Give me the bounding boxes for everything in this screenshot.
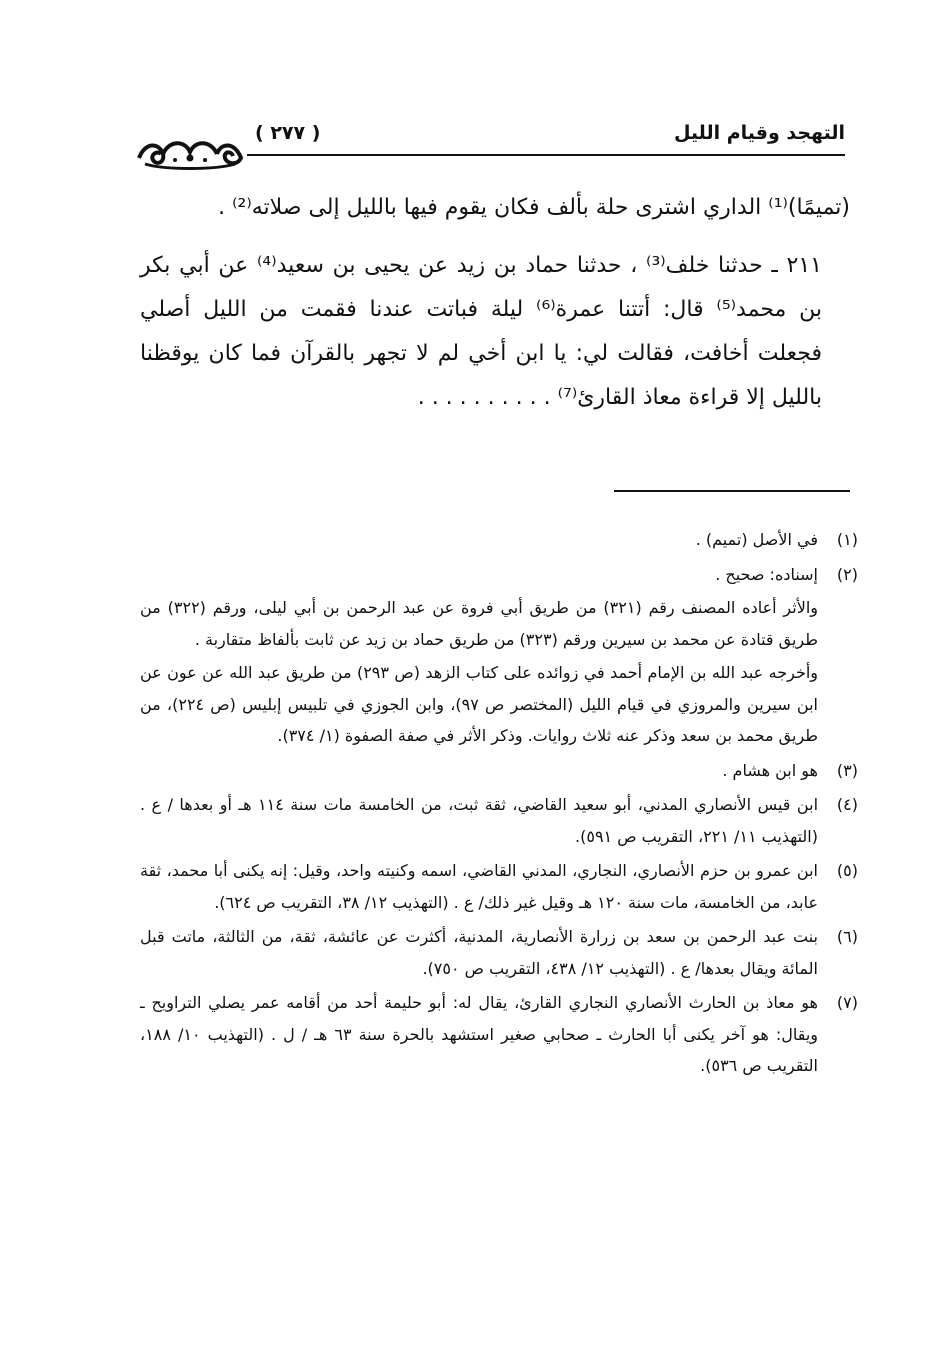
footnote-number: (٤) bbox=[836, 795, 858, 814]
footnote bbox=[140, 559, 858, 752]
main-text bbox=[140, 186, 850, 420]
footnote-text: بنت عبد الرحمن بن سعد بن زرارة الأنصارية، المدنية، أكثرت عن عائشة، ثقة، من الثالثة، ماتت قبل المائة ويقال بعدها/ ع . (التهذيب ١٢/ ٤٣٨، التقريب ص ٧٥٠). bbox=[140, 927, 818, 978]
footnote-number: (٥) bbox=[836, 861, 858, 880]
footnote-body bbox=[140, 987, 818, 1082]
running-title: التهجد وقيام الليل bbox=[673, 122, 845, 144]
decorative-ornament-icon bbox=[135, 132, 245, 172]
page-number: ( ٢٧٧ ) bbox=[255, 122, 321, 144]
footnote-body bbox=[140, 921, 818, 984]
footnote bbox=[140, 987, 858, 1082]
footnote-text: هو معاذ بن الحارث الأنصاري النجاري القارئ، يقال له: أبو حليمة أحد من أقامه عمر يصلي التراويح ـ ويقال: هو آخر يكنى أبا الحارث ـ صحابي صغير استشهد بالحرة سنة ٦٣ هـ / ل . (التهذيب ١٠/ ١٨٨، التقريب ص ٥٣٦). bbox=[140, 993, 819, 1075]
footnote bbox=[140, 755, 858, 787]
footnotes bbox=[140, 524, 858, 1082]
footnote bbox=[140, 855, 858, 918]
footnote bbox=[140, 789, 858, 852]
footnote-text: وأخرجه عبد الله بن الإمام أحمد في زوائده على كتاب الزهد (ص ٢٩٣) من طريق عبد الله عن عون عن ابن سيرين والمروزي في قيام الليل (المختصر ص ٩٧)، وابن الجوزي في تلبيس إبليس (ص ٢٢٤)، من طريق محمد بن سعد وذكر عنه ثلاث روايات. وذكر الأثر في صفة الصفوة (١/ ٣٧٤). bbox=[140, 663, 819, 745]
footnote-number: (٧) bbox=[836, 993, 858, 1012]
footnote-body bbox=[140, 524, 818, 556]
footnote-body bbox=[140, 855, 818, 918]
page-header bbox=[135, 120, 845, 180]
main-paragraph: ٢١١ ـ حدثنا خلف⁽³⁾ ، حدثنا حماد بن زيد عن يحيى بن سعيد⁽⁴⁾ عن أبي بكر بن محمد⁽⁵⁾ قال: أتتنا عمرة⁽⁶⁾ ليلة فباتت عندنا فقمت من الليل أصلي فجعلت أخافت، فقالت لي: يا ابن أخي لم لا تجهر بالقرآن فما كان يوقظنا بالليل إلا قراءة معاذ القارئ⁽⁷⁾ . . . . . . . . . . bbox=[140, 253, 822, 410]
footnote-text: هو ابن هشام . bbox=[722, 760, 818, 780]
header-rule bbox=[247, 154, 845, 156]
main-paragraph: (تميمًا)⁽¹⁾ الداري اشترى حلة بألف فكان يقوم فيها بالليل إلى صلاته⁽²⁾ . bbox=[218, 195, 850, 220]
footnote-body bbox=[140, 755, 818, 787]
footnote bbox=[140, 921, 858, 984]
footnote-body bbox=[140, 789, 818, 852]
footnote-number: (٣) bbox=[836, 760, 858, 780]
footnote-number: (١) bbox=[836, 530, 858, 549]
footnote-number: (٢) bbox=[836, 564, 858, 584]
footnote-text: إسناده: صحيح . bbox=[715, 564, 818, 584]
footnote-text: في الأصل (تميم) . bbox=[695, 530, 818, 549]
footnote-number: (٦) bbox=[836, 927, 858, 946]
footnote-text: والأثر أعاده المصنف رقم (٣٢١) من طريق أبي فروة عن عبد الرحمن بن أبي ليلى، ورقم (٣٢٢) من طريق قتادة عن محمد بن سيرين ورقم (٣٢٣) من طريق حماد بن زيد عن ثابت بألفاظ متقاربة . bbox=[140, 598, 819, 649]
footnote-body bbox=[140, 559, 818, 752]
footnote-text: ابن عمرو بن حزم الأنصاري، النجاري، المدني القاضي، اسمه وكنيته واحد، وقيل: إنه يكنى أبا محمد، ثقة عابد، من الخامسة، مات سنة ١٢٠ هـ وقيل غير ذلك/ ع . (التهذيب ١٢/ ٣٨، التقريب ص ٦٢٤). bbox=[140, 861, 818, 912]
footnote bbox=[140, 524, 858, 556]
footnote-separator bbox=[614, 490, 850, 492]
footnote-text: ابن قيس الأنصاري المدني، أبو سعيد القاضي، ثقة ثبت، من الخامسة مات سنة ١١٤ هـ أو بعدها / ع . (التهذيب ١١/ ٢٢١، التقريب ص ٥٩١). bbox=[140, 795, 819, 846]
